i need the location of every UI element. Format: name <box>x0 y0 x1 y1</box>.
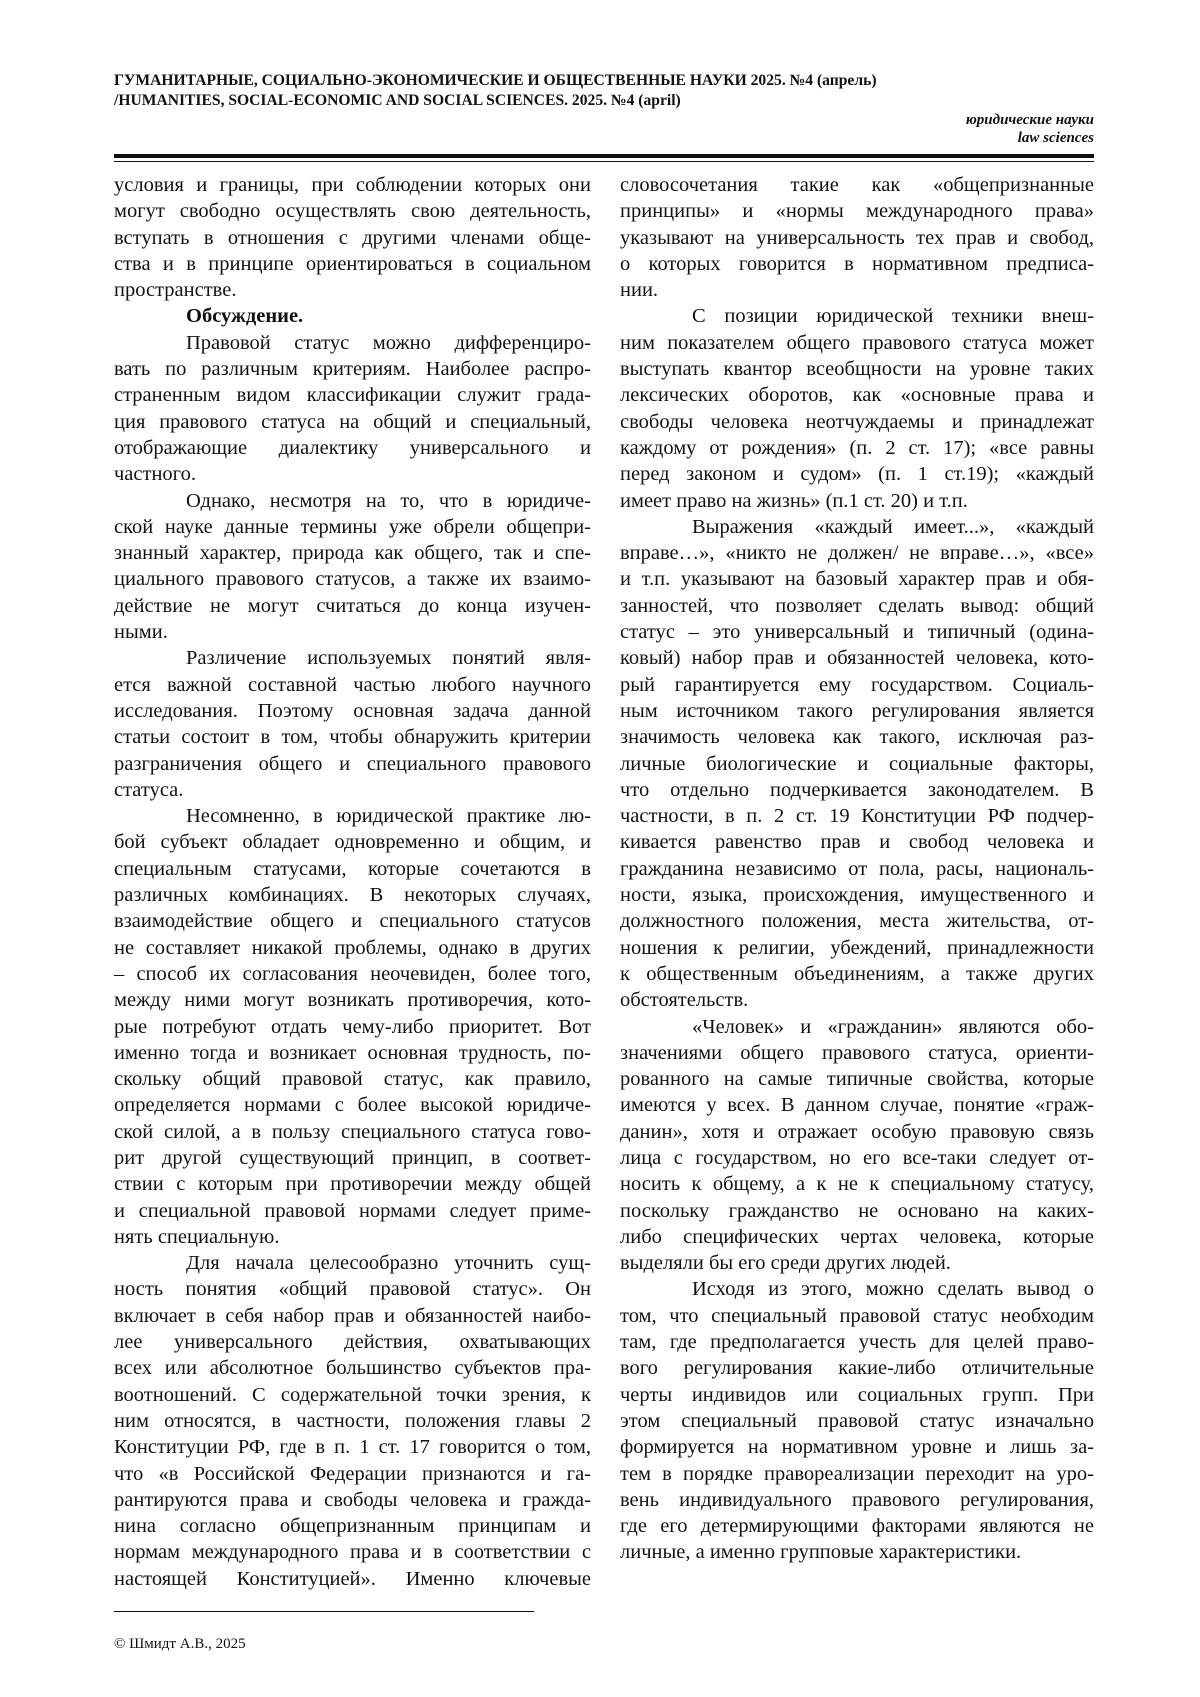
journal-title-en: /HUMANITIES, SOCIAL-ECONOMIC AND SOCIAL SCIENCES. 2025. №4 (april) <box>114 92 681 109</box>
header-rule-thin <box>114 161 1094 162</box>
text-line: выделяли бы его среди других людей. <box>620 1252 951 1275</box>
text-line: знанный характер, природа как общего, так и спе- <box>114 542 591 565</box>
text-line: нять специальную. <box>114 1225 280 1248</box>
text-line: перед законом и судом» (п. 1 ст.19); «каждый <box>620 463 1094 486</box>
text-line: данин», хотя и отражает особую правовую связь <box>620 1120 1094 1143</box>
text-line: указывают на универсальность тех прав и свобод, <box>620 226 1094 249</box>
text-line: бой субъект обладает одновременно и общим, и <box>114 831 591 854</box>
section-label <box>966 111 1094 147</box>
text-line: включает в себя набор прав и обязанностей наибо- <box>114 1304 591 1327</box>
text-line: пространстве. <box>114 279 237 302</box>
text-line: что отдельно подчеркивается законодателем. В <box>620 778 1094 801</box>
text-line: настоящей Конституцией». Именно ключевые <box>114 1567 591 1590</box>
text-line: ствии с которым при противоречии между общей <box>114 1173 591 1196</box>
text-line: циального правового статусов, а также их взаимо- <box>114 568 591 591</box>
text-line: вень индивидуального правового регулирования, <box>620 1488 1094 1511</box>
text-line: там, где предполагается учесть для целей право- <box>620 1331 1094 1354</box>
text-line: значениями общего правового статуса, ориенти- <box>620 1041 1094 1064</box>
text-line: ним показателем общего правового статуса может <box>620 331 1094 354</box>
text-line: исследования. Поэтому основная задача данной <box>114 699 591 722</box>
text-line: Выражения «каждый имеет...», «каждый <box>692 515 1094 538</box>
text-line: гражданина независимо от пола, расы, националь- <box>620 857 1094 880</box>
text-line: ность понятия «общий правовой статус». Он <box>114 1278 591 1301</box>
text-line: скольку общий правовой статус, как правило, <box>114 1068 591 1091</box>
text-line: личные, а именно групповые характеристики. <box>620 1541 1022 1564</box>
text-line: вать по различным критериям. Наиболее распро- <box>114 358 591 381</box>
left-column <box>114 172 591 1592</box>
text-line: различных комбинациях. В некоторых случаях, <box>114 884 591 907</box>
text-line: имеются у всех. В данном случае, понятие «граж- <box>620 1094 1094 1117</box>
text-line: условия и границы, при соблюдении которых они <box>114 174 591 196</box>
text-line: между ними могут возникать противоречия, кото- <box>114 989 591 1012</box>
journal-title-ru: ГУМАНИТАРНЫЕ, СОЦИАЛЬНО-ЭКОНОМИЧЕСКИЕ И ОБЩЕСТВЕННЫЕ НАУКИ 2025. №4 (апрель) <box>114 72 877 89</box>
text-line: рые потребуют отдать чему-либо приоритет. Вот <box>114 1015 591 1038</box>
text-line: статус – это универсальный и типичный (одина- <box>620 621 1094 644</box>
text-line: ется важной составной частью любого научного <box>114 673 591 696</box>
text-line: формируется на нормативном уровне и лишь за- <box>620 1436 1094 1459</box>
text-line: ности, языка, происхождения, имущественного и <box>620 884 1094 907</box>
text-line: ковый) набор прав и обязанностей человека, кото- <box>620 647 1094 670</box>
text-line: вступать в отношения с другими членами обще- <box>114 226 591 249</box>
text-line: Для начала целесообразно уточнить сущ- <box>186 1252 591 1275</box>
text-line: рованного на самые типичные свойства, которые <box>620 1068 1094 1091</box>
text-line: специальным статусами, которые сочетаются в <box>114 857 591 880</box>
text-line: определяется нормами с более высокой юридиче- <box>114 1094 591 1117</box>
text-line: где его детермирующими факторами являются не <box>620 1515 1094 1538</box>
text-line: том, что специальный правовой статус необходим <box>620 1304 1094 1327</box>
text-line: рит другой существующий принцип, в соответ- <box>114 1146 591 1169</box>
text-line: рый гарантируется ему государством. Социаль- <box>620 673 1094 696</box>
text-line: обстоятельств. <box>620 989 749 1012</box>
text-line: и т.п. указывают на базовый характер прав и обя- <box>620 568 1094 591</box>
text-line: ция правового статуса на общий и специальный, <box>114 410 591 433</box>
text-line: ношения к религии, убеждений, принадлежности <box>620 936 1094 959</box>
text-line: что «в Российской Федерации признаются и га- <box>114 1462 591 1485</box>
text-line: значимость человека как такого, исключая раз- <box>620 726 1094 749</box>
text-line: ства и в принципе ориентироваться в социальном <box>114 252 591 275</box>
text-line: и специальной правовой нормами следует приме- <box>114 1199 591 1222</box>
text-line: нормам международного права и в соответствии с <box>114 1541 591 1564</box>
footnote-rule <box>114 1611 534 1612</box>
text-line: либо специфических чертах человека, которые <box>620 1225 1094 1248</box>
text-line: ными. <box>114 621 168 644</box>
text-line: всех или абсолютное большинство субъектов пра- <box>114 1357 591 1380</box>
text-line: ним относятся, в частности, положения главы 2 <box>114 1409 591 1432</box>
text-line: выступать квантор всеобщности на уровне таких <box>620 358 1094 381</box>
text-line: – способ их согласования неочевиден, более того, <box>114 962 591 985</box>
text-line: Однако, несмотря на то, что в юридиче- <box>186 489 591 512</box>
text-line: тем в порядке правореализации переходит на уро- <box>620 1462 1094 1485</box>
text-line: воотношений. С содержательной точки зрения, к <box>114 1383 591 1406</box>
text-line: Правовой статус можно дифференциро- <box>186 331 591 354</box>
text-line: отображающие диалектику универсального и <box>114 436 591 459</box>
text-line: нии. <box>620 279 659 302</box>
text-line: имеет право на жизнь» (п.1 ст. 20) и т.п. <box>620 489 968 512</box>
text-line: ской науке данные термины уже обрели общепри- <box>114 515 591 538</box>
right-column <box>620 172 1094 1566</box>
text-line: Исходя из этого, можно сделать вывод о <box>692 1278 1094 1301</box>
text-line: должностного положения, места жительства, от- <box>620 910 1094 933</box>
text-line: вправе…», «никто не должен/ не вправе…», «все» <box>620 542 1094 565</box>
text-line: лее универсального действия, охватывающих <box>114 1331 591 1354</box>
text-line: «Человек» и «гражданин» являются обо- <box>692 1015 1094 1038</box>
text-line: частного. <box>114 463 196 486</box>
section-label-ru: юридические науки <box>965 112 1094 128</box>
text-line: не составляет никакой проблемы, однако в других <box>114 936 591 959</box>
text-line: вого регулирования какие-либо отличительные <box>620 1357 1094 1380</box>
text-line: словосочетания такие как «общепризнанные <box>620 174 1094 196</box>
header-rule-thick <box>114 154 1094 158</box>
copyright-note: © Шмидт А.В., 2025 <box>114 1636 246 1652</box>
text-line: взаимодействие общего и специального статусов <box>114 910 591 933</box>
text-line: поскольку гражданство не основано на каких- <box>620 1199 1094 1222</box>
text-line: свободы человека неотчуждаемы и принадлежат <box>620 410 1094 433</box>
text-line: ным источником такого регулирования является <box>620 699 1094 722</box>
text-line: принципы» и «нормы международного права» <box>620 200 1094 223</box>
text-line: частности, в п. 2 ст. 19 Конституции РФ подчер- <box>620 805 1094 828</box>
text-line: носить к общему, а к не к специальному статусу, <box>620 1173 1094 1196</box>
text-line: Различение используемых понятий явля- <box>186 647 591 670</box>
text-line: о которых говорится в нормативном предписа- <box>620 252 1094 275</box>
text-line: С позиции юридической техники внеш- <box>692 305 1094 328</box>
text-line: статуса. <box>114 778 184 801</box>
text-line: черты индивидов или социальных групп. При <box>620 1383 1094 1406</box>
text-line: могут свободно осуществлять свою деятельность, <box>114 200 591 223</box>
section-label-en: law sciences <box>1017 130 1094 146</box>
section-heading: Обсуждение. <box>186 305 304 328</box>
journal-header <box>114 71 1094 111</box>
text-line: статьи состоит в том, чтобы обнаружить критерии <box>114 726 591 749</box>
text-line: этом специальный правовой статус изначально <box>620 1409 1094 1432</box>
text-line: лица с государством, но его все-таки следует от- <box>620 1146 1094 1169</box>
text-line: страненным видом классификации служит града- <box>114 384 591 407</box>
text-line: лексических оборотов, как «основные права и <box>620 384 1094 407</box>
text-line: разграничения общего и специального правового <box>114 752 591 775</box>
text-line: именно тогда и возникает основная трудность, по- <box>114 1041 591 1064</box>
text-line: рантируются права и свободы человека и гражда- <box>114 1488 591 1511</box>
text-line: Несомненно, в юридической практике лю- <box>186 805 591 828</box>
text-line: к общественным объединениям, а также других <box>620 962 1094 985</box>
text-line: занностей, что позволяет сделать вывод: общий <box>620 594 1094 617</box>
text-line: личные биологические и социальные факторы, <box>620 752 1094 775</box>
text-line: Конституции РФ, где в п. 1 ст. 17 говорится о том, <box>114 1436 591 1459</box>
text-line: действие не могут считаться до конца изучен- <box>114 594 591 617</box>
text-line: нина согласно общепризнанным принципам и <box>114 1515 591 1538</box>
text-line: каждому от рождения» (п. 2 ст. 17); «все равны <box>620 436 1094 459</box>
text-line: кивается равенство прав и свобод человека и <box>620 831 1094 854</box>
text-line: ской силой, а в пользу специального статуса гово- <box>114 1120 591 1143</box>
